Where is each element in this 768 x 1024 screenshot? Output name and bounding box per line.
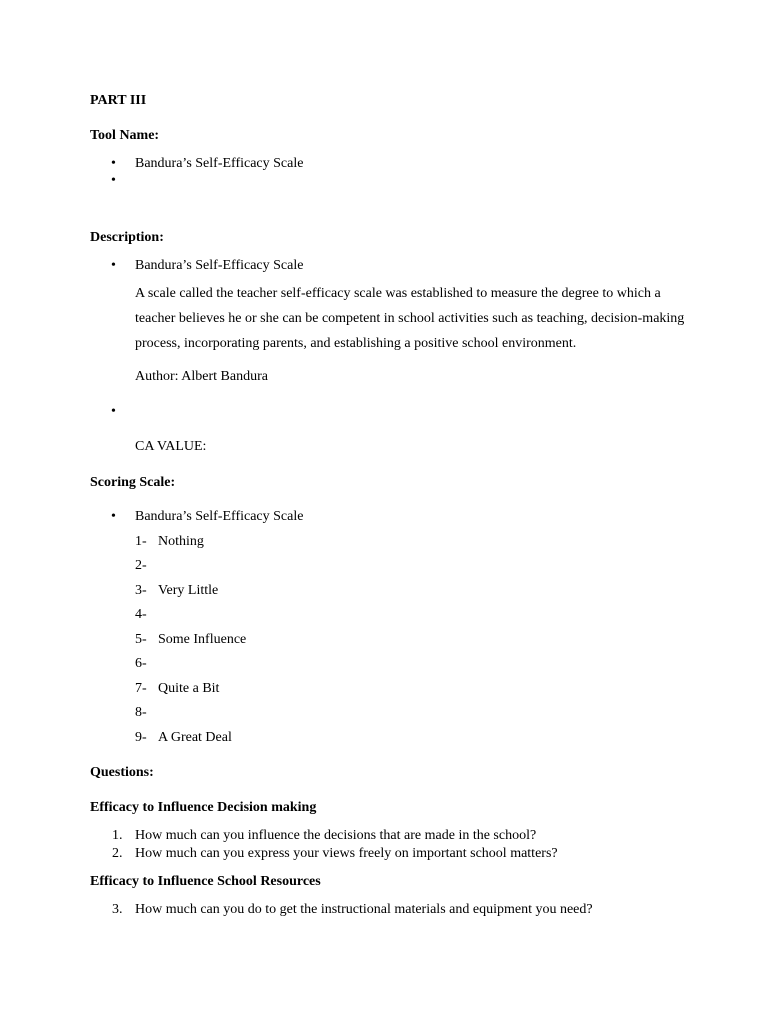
question-section-title: Efficacy to Influence School Resources bbox=[90, 874, 321, 889]
level-label: Some Influence bbox=[158, 632, 247, 647]
level-number: 2- bbox=[135, 558, 147, 573]
level-label: Very Little bbox=[158, 583, 219, 598]
level-number: 6- bbox=[135, 656, 147, 671]
tool-name-item: Bandura’s Self-Efficacy Scale bbox=[135, 156, 304, 171]
bullet-icon: • bbox=[111, 173, 116, 188]
description-heading: Description: bbox=[90, 230, 164, 245]
bullet-icon: • bbox=[111, 404, 116, 419]
question-number: 2. bbox=[112, 846, 123, 861]
ca-value-label: CA VALUE: bbox=[135, 439, 207, 454]
level-label: A Great Deal bbox=[158, 730, 232, 745]
level-number: 9- bbox=[135, 730, 147, 745]
tool-name-heading: Tool Name: bbox=[90, 128, 160, 143]
question-number: 1. bbox=[112, 828, 123, 843]
question-text: How much can you express your views freely on important school matters? bbox=[135, 846, 558, 861]
level-number: 3- bbox=[135, 583, 147, 598]
scoring-heading: Scoring Scale: bbox=[90, 475, 176, 490]
level-number: 7- bbox=[135, 681, 147, 696]
questions-heading: Questions: bbox=[90, 765, 154, 780]
question-text: How much can you do to get the instructional materials and equipment you need? bbox=[135, 902, 593, 917]
level-number: 5- bbox=[135, 632, 147, 647]
level-number: 1- bbox=[135, 534, 147, 549]
bullet-icon: • bbox=[111, 509, 116, 524]
question-section-title: Efficacy to Influence Decision making bbox=[90, 800, 317, 815]
author-line: Author: Albert Bandura bbox=[135, 369, 268, 384]
level-label: Nothing bbox=[158, 534, 204, 549]
question-text: How much can you influence the decisions that are made in the school? bbox=[135, 828, 537, 843]
bullet-icon: • bbox=[111, 258, 116, 273]
description-paragraph: A scale called the teacher self-efficacy scale was established to measure the degree to which a teacher believes he or she can be competent in school activities such as teaching, decision-making process, incorporating parents, and establishing a positive school environment. bbox=[135, 286, 685, 351]
part-heading: PART III bbox=[90, 93, 147, 108]
bullet-icon: • bbox=[111, 156, 116, 171]
level-number: 4- bbox=[135, 607, 147, 622]
level-label: Quite a Bit bbox=[158, 681, 220, 696]
level-number: 8- bbox=[135, 705, 147, 720]
question-number: 3. bbox=[112, 902, 123, 917]
description-item-title: Bandura’s Self-Efficacy Scale bbox=[135, 258, 304, 273]
scoring-item-title: Bandura’s Self-Efficacy Scale bbox=[135, 509, 304, 524]
